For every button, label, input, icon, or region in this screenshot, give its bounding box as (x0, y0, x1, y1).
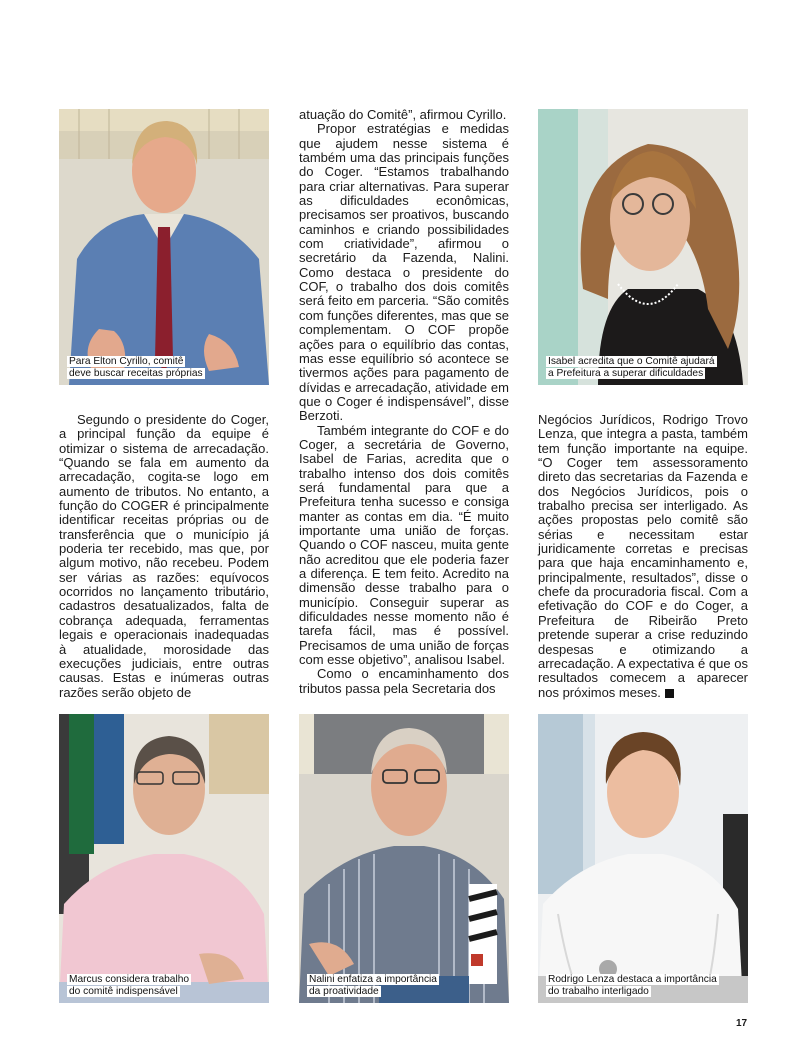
paragraph: atuação do Comitê”, afirmou Cyrillo. (299, 107, 507, 122)
photo-elton-image (59, 109, 269, 385)
caption-rodrigo (546, 974, 719, 997)
caption-marcus-line-1: Marcus considera trabalho (69, 974, 190, 985)
caption-isabel-line-2: a Prefeitura a superar dificuldades (548, 367, 704, 379)
text-column-middle (299, 108, 509, 696)
photo-rodrigo-image (538, 714, 748, 1003)
caption-elton (67, 356, 205, 379)
caption-rodrigo-line-2: do trabalho interligado (548, 985, 649, 997)
photo-marcus (59, 714, 269, 1003)
caption-elton-line-1: Para Elton Cyrillo, comitê (69, 356, 184, 367)
photo-elton-cyrillo (59, 109, 269, 385)
photo-isabel-image (538, 109, 748, 385)
paragraph (538, 413, 748, 700)
caption-nalini (307, 974, 439, 997)
caption-nalini-line-1: Nalini enfatiza a importância (309, 974, 437, 985)
end-of-article-icon (665, 689, 674, 698)
paragraph: Propor estratégias e medidas que ajudem nesse sistema é também uma das principais funções do Coger. “Estamos trabalhando para criar alternativas. Para superar as dificuldades econômicas, precisamos ser proativos, buscando caminhos e criando possibilidades com criatividade”, afirmou o secretário da Fazenda, Nalini. Como destaca o presidente do COF, o trabalho dos dois comitês será feito em parceria. “São comitês com funções diferentes, mas que se complementam. O COF propõe ações para o equilíbrio das contas, mas esse equilíbrio só acontece se tivermos ações para pagamento de dívidas e arrecadação, atividade em que o Coger é indispensável”, disse Berzoti. (299, 121, 509, 424)
paragraph-text: Negócios Jurídicos, Rodrigo Trovo Lenza, que integra a pasta, também tem função importante na equipe. “O Coger tem assessoramento direto das secretarias da Fazenda e dos Negócios Jurídicos, pois o trabalho precisa ser interligado. As ações propostas pelo comitê são sérias e necessitam estar juridicamente corretas e precisas para que haja encaminhamento e, principalmente, resultados”, disse o chefe da procuradoria fiscal. Com a efetivação do COF e do Coger, a Prefeitura de Ribeirão Preto pretende superar a crise reduzindo despesas e otimizando a arrecadação. A expectativa é que os resultados comecem a aparecer nos próximos meses. (538, 412, 748, 700)
caption-marcus-line-2: do comitê indispensável (69, 985, 178, 997)
caption-marcus (67, 974, 191, 997)
paragraph: Como o encaminhamento dos tributos passa pela Secretaria dos (299, 666, 509, 696)
photo-nalini-image (299, 714, 509, 1003)
paragraph: Também integrante do COF e do Coger, a secretária de Governo, Isabel de Farias, acredita que o trabalho intenso dos dois comitês será fundamental para que a Prefeitura tenha sucesso e consiga manter as contas em dia. “É muito importante uma união de forças. Quando o COF nasceu, muita gente não acreditou que ele poderia fazer a diferença. E tem feito. Acredito na dimensão desse trabalho para o município. Conseguir superar as dificuldades nesse momento não é tarefa fácil, mas é possível. Precisamos de uma união de forças com esse objetivo”, analisou Isabel. (299, 422, 509, 668)
caption-elton-line-2: deve buscar receitas próprias (69, 367, 203, 379)
caption-rodrigo-line-1: Rodrigo Lenza destaca a importância (548, 974, 717, 985)
photo-nalini (299, 714, 509, 1003)
text-column-right (538, 413, 748, 700)
caption-isabel-line-1: Isabel acredita que o Comitê ajudará (548, 356, 715, 367)
photo-isabel-de-farias (538, 109, 748, 385)
paragraph: Segundo o presidente do Coger, a principal função da equipe é otimizar o sistema de arrecadação. “Quando se fala em aumento da arrecadação, cogita-se logo em aumento de tributos. No entanto, a função do COGER é principalmente identificar receitas próprias ou de transferência que o município já poderia ter recebido, mas que, por algum motivo, não recebeu. Podem ser várias as razões: equívocos ocorridos no lançamento tributário, cadastros desatualizados, falta de cobrança adequada, ferramentas legais e operacionais inadequadas à atualidade, morosidade das execuções judiciais, entre outras causas. Estas e inúmeras outras razões serão objeto de (59, 412, 269, 700)
caption-isabel (546, 356, 717, 379)
caption-nalini-line-2: da proatividade (309, 985, 379, 997)
photo-rodrigo-lenza (538, 714, 748, 1003)
photo-marcus-image (59, 714, 269, 1003)
page-number: 17 (736, 1018, 748, 1029)
text-column-left (59, 413, 269, 700)
